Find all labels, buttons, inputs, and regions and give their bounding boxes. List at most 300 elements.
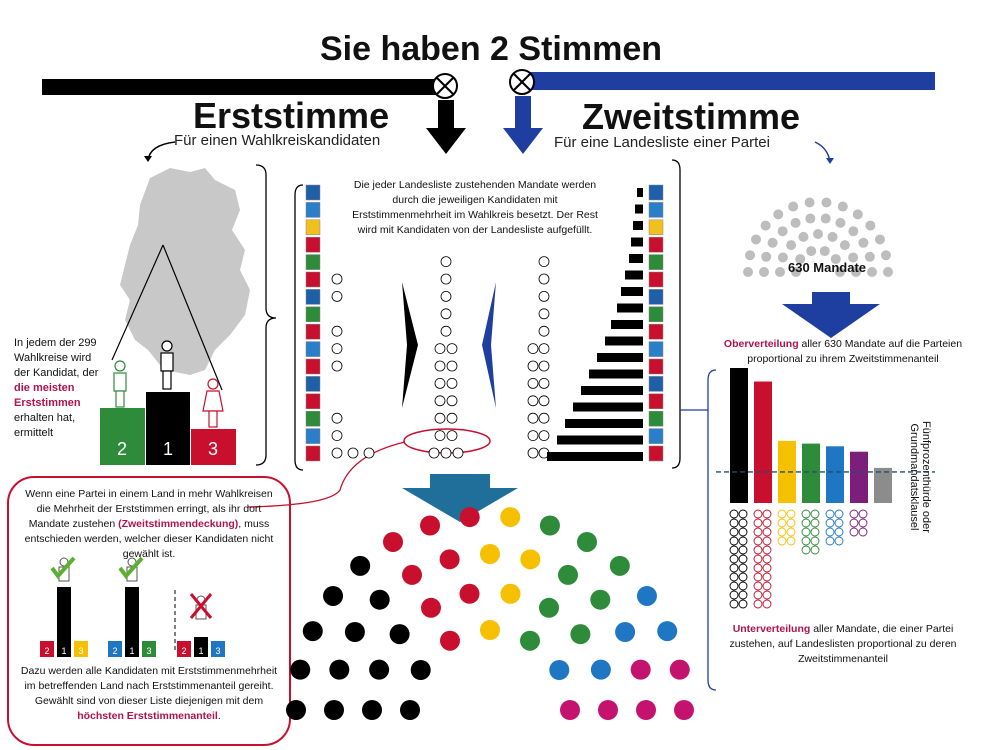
unter-circle-purple bbox=[850, 528, 858, 536]
state-flag-left-icon bbox=[306, 307, 320, 322]
threshold-label: Fünfprozenthürde oder Grundmandatsklausel bbox=[908, 421, 932, 533]
unter-circle-black bbox=[739, 600, 747, 608]
list-circle bbox=[539, 326, 549, 336]
zweitstimme-bar bbox=[637, 188, 643, 197]
unter-circle-black bbox=[730, 528, 738, 536]
list-circle bbox=[539, 291, 549, 301]
seat-grey bbox=[761, 252, 771, 262]
seat-grey bbox=[798, 232, 808, 242]
seat-green bbox=[590, 590, 610, 610]
unter-circle-black bbox=[730, 591, 738, 599]
list-circle bbox=[528, 344, 538, 354]
seat-green bbox=[610, 556, 630, 576]
seat-grey bbox=[828, 232, 838, 242]
state-flag-right-icon bbox=[649, 394, 663, 409]
seat-green bbox=[540, 515, 560, 535]
ober-bar-green bbox=[802, 444, 820, 503]
unter-circle-red bbox=[754, 582, 762, 590]
unter-circle-black bbox=[739, 573, 747, 581]
state-flag-right-icon bbox=[649, 202, 663, 217]
seat-grey bbox=[821, 198, 831, 208]
unter-circle-red bbox=[754, 591, 762, 599]
unter-circle-purple bbox=[859, 519, 867, 527]
ballot-cross-erst-icon bbox=[433, 74, 457, 98]
unter-circle-blue bbox=[835, 519, 843, 527]
mandate-circle bbox=[441, 326, 451, 336]
state-flag-right-icon bbox=[649, 272, 663, 287]
seat-grey bbox=[848, 226, 858, 236]
seat-yellow bbox=[500, 507, 520, 527]
list-circle bbox=[528, 361, 538, 371]
state-flag-right-icon bbox=[649, 376, 663, 391]
seat-blue bbox=[657, 621, 677, 641]
seat-green bbox=[520, 631, 540, 651]
state-flag-right-icon bbox=[649, 255, 663, 270]
mini-podium-label: 3 bbox=[146, 646, 152, 656]
state-flag-left-icon bbox=[306, 255, 320, 270]
state-flag-right-icon bbox=[649, 446, 663, 461]
mandate-circle bbox=[441, 448, 451, 458]
unter-circle-red bbox=[763, 600, 771, 608]
wahlkreis-circle bbox=[332, 431, 342, 441]
seat-grey bbox=[858, 238, 868, 248]
unter-circle-green bbox=[811, 528, 819, 536]
seat-blue bbox=[615, 622, 635, 642]
unter-circle-green bbox=[811, 519, 819, 527]
seat-grey bbox=[865, 221, 875, 231]
seat-blue bbox=[549, 660, 569, 680]
state-flag-right-icon bbox=[649, 359, 663, 374]
unter-circle-green bbox=[811, 537, 819, 545]
wahlkreis-circle bbox=[348, 448, 358, 458]
zweitstimme-bar bbox=[557, 436, 643, 445]
seat-black bbox=[411, 660, 431, 680]
state-flag-left-icon bbox=[306, 185, 320, 200]
seat-grey bbox=[881, 250, 891, 260]
list-circle bbox=[539, 274, 549, 284]
unter-circle-black bbox=[730, 573, 738, 581]
seat-grey bbox=[805, 214, 815, 224]
seat-black bbox=[303, 621, 323, 641]
zweitstimme-bar bbox=[589, 370, 643, 379]
unter-circle-black bbox=[739, 582, 747, 590]
podium-label-1: 1 bbox=[162, 439, 174, 459]
unter-circle-black bbox=[739, 546, 747, 554]
zweitstimme-bar bbox=[621, 287, 643, 296]
list-circle bbox=[539, 361, 549, 371]
unter-circle-yellow bbox=[787, 510, 795, 518]
ober-bar-purple bbox=[850, 452, 868, 503]
seat-black bbox=[324, 700, 344, 720]
seat-black bbox=[350, 556, 370, 576]
unter-circle-red bbox=[754, 546, 762, 554]
ober-bar-blue bbox=[826, 446, 844, 503]
erststimme-subheading: Für einen Wahlkreiskandidaten bbox=[174, 132, 381, 149]
seat-grey bbox=[867, 267, 877, 277]
state-flag-left-icon bbox=[306, 272, 320, 287]
seat-grey bbox=[759, 267, 769, 277]
state-flag-left-icon bbox=[306, 394, 320, 409]
arrow-right-black-icon bbox=[402, 282, 418, 408]
unter-circle-yellow bbox=[778, 537, 786, 545]
seat-black bbox=[370, 590, 390, 610]
mandate-circle bbox=[435, 396, 445, 406]
list-circle bbox=[539, 257, 549, 267]
unter-circle-yellow bbox=[778, 510, 786, 518]
seat-grey bbox=[778, 252, 788, 262]
mini-podium-label: 3 bbox=[78, 646, 84, 656]
state-flag-right-icon bbox=[649, 342, 663, 357]
state-flag-left-icon bbox=[306, 411, 320, 426]
seat-grey bbox=[820, 246, 830, 256]
ober-bar-red bbox=[754, 382, 772, 504]
brace-ober bbox=[708, 370, 716, 690]
state-flag-left-icon bbox=[306, 359, 320, 374]
unter-circle-black bbox=[739, 528, 747, 536]
unter-circle-green bbox=[811, 510, 819, 518]
unter-circle-black bbox=[739, 519, 747, 527]
page-title: Sie haben 2 Stimmen bbox=[320, 30, 662, 68]
deckung-explanation: Wenn eine Partei in einem Land in mehr Wahlkreisen die Mehrheit der Erststimmen erringt, als ihr dort Mandate zustehen (Zweitstimmendeckung), muss entschieden werden, welcher dieser Kandidaten nicht gewählt ist. bbox=[24, 488, 274, 560]
mandate-circle bbox=[435, 344, 445, 354]
seat-grey bbox=[775, 267, 785, 277]
seat-blue bbox=[637, 586, 657, 606]
seat-black bbox=[290, 660, 310, 680]
unter-circle-yellow bbox=[787, 537, 795, 545]
seat-black bbox=[345, 622, 365, 642]
unter-circle-yellow bbox=[787, 528, 795, 536]
seat-grey bbox=[883, 267, 893, 277]
seat-yellow bbox=[520, 549, 540, 569]
podium-label-2: 2 bbox=[116, 439, 128, 459]
unter-circle-red bbox=[763, 510, 771, 518]
seat-grey bbox=[773, 209, 783, 219]
seat-black bbox=[323, 586, 343, 606]
seat-grey bbox=[838, 202, 848, 212]
unter-circle-black bbox=[739, 555, 747, 563]
mandate-circle bbox=[447, 378, 457, 388]
mandate-circle bbox=[447, 413, 457, 423]
zweitstimme-heading: Zweitstimme bbox=[582, 96, 801, 137]
unter-circle-red bbox=[763, 546, 771, 554]
unter-circle-green bbox=[802, 510, 810, 518]
ober-bar-black bbox=[730, 368, 748, 503]
wahlkreis-circle bbox=[364, 448, 374, 458]
unter-circle-red bbox=[763, 555, 771, 563]
mandate-circle bbox=[435, 378, 445, 388]
state-flag-left-icon bbox=[306, 376, 320, 391]
seat-red bbox=[460, 584, 480, 604]
state-flag-left-icon bbox=[306, 429, 320, 444]
unter-circle-red bbox=[754, 537, 762, 545]
seat-grey bbox=[761, 221, 771, 231]
seat-grey bbox=[840, 240, 850, 250]
unter-circle-black bbox=[730, 546, 738, 554]
unter-circle-red bbox=[763, 564, 771, 572]
unter-circle-red bbox=[763, 591, 771, 599]
mini-podium-label: 1 bbox=[198, 646, 204, 656]
unter-circle-purple bbox=[859, 510, 867, 518]
seat-magenta bbox=[636, 700, 656, 720]
zweitstimme-bar bbox=[631, 238, 643, 247]
zweitstimme-bar bbox=[547, 452, 643, 461]
mandate-circle bbox=[441, 274, 451, 284]
mini-podium-label: 1 bbox=[61, 646, 67, 656]
wahlkreis-circle bbox=[332, 344, 342, 354]
mandate-circle bbox=[447, 431, 457, 441]
mini-podium-label: 2 bbox=[112, 646, 118, 656]
erst-explanation: In jedem der 299 Wahlkreise wird der Kandidat, der die meisten Erststimmen erhalten hat, ermittelt bbox=[14, 337, 99, 439]
unter-circle-purple bbox=[859, 528, 867, 536]
seat-magenta bbox=[631, 660, 651, 680]
seat-green bbox=[539, 598, 559, 618]
seat-black bbox=[400, 700, 420, 720]
state-flag-right-icon bbox=[649, 324, 663, 339]
seat-grey bbox=[853, 209, 863, 219]
mandate-circle bbox=[441, 257, 451, 267]
seat-magenta bbox=[674, 700, 694, 720]
zweitstimme-bar bbox=[605, 337, 643, 346]
ober-explanation: Oberverteilung aller 630 Mandate auf die Parteien proportional zu ihrem Zweitstimmenanteil bbox=[723, 338, 963, 365]
seat-grey bbox=[805, 198, 815, 208]
list-circle bbox=[539, 431, 549, 441]
seat-black bbox=[286, 700, 306, 720]
state-flag-right-icon bbox=[649, 289, 663, 304]
unter-circle-red bbox=[754, 528, 762, 536]
seat-red bbox=[420, 515, 440, 535]
unter-circle-purple bbox=[850, 519, 858, 527]
seat-black bbox=[362, 700, 382, 720]
list-circle bbox=[539, 309, 549, 319]
unter-circle-red bbox=[754, 600, 762, 608]
state-flag-left-icon bbox=[306, 324, 320, 339]
seat-grey bbox=[751, 234, 761, 244]
unter-circle-blue bbox=[835, 528, 843, 536]
unter-circle-yellow bbox=[778, 519, 786, 527]
seat-grey bbox=[835, 218, 845, 228]
list-circle bbox=[528, 396, 538, 406]
unter-circle-black bbox=[730, 600, 738, 608]
mandate-circle bbox=[429, 448, 439, 458]
list-circle bbox=[539, 378, 549, 388]
unter-circle-green bbox=[802, 537, 810, 545]
seat-grey bbox=[806, 246, 816, 256]
seat-yellow bbox=[480, 544, 500, 564]
list-circle bbox=[528, 448, 538, 458]
mandate-circle bbox=[453, 448, 463, 458]
list-circle bbox=[528, 413, 538, 423]
mandate-circle bbox=[435, 361, 445, 371]
unter-circle-yellow bbox=[787, 519, 795, 527]
wahlkreis-circle bbox=[332, 274, 342, 284]
unter-circle-black bbox=[730, 519, 738, 527]
mini-podium-label: 1 bbox=[129, 646, 135, 656]
unter-explanation: Unterverteilung aller Mandate, die einer Partei zustehen, auf Landeslisten proportional zu deren Zweitstimmenanteil bbox=[729, 623, 957, 665]
unter-circle-black bbox=[730, 510, 738, 518]
state-flag-right-icon bbox=[649, 185, 663, 200]
arrow-down-zweit-icon bbox=[503, 96, 543, 154]
seat-green bbox=[577, 532, 597, 552]
seat-red bbox=[383, 532, 403, 552]
mandate-circle bbox=[447, 361, 457, 371]
seat-grey bbox=[788, 202, 798, 212]
seat-red bbox=[460, 507, 480, 527]
wahlkreis-circle bbox=[332, 361, 342, 371]
candidate-figure-1-icon bbox=[161, 341, 173, 389]
mandate-circle bbox=[447, 396, 457, 406]
zweitstimme-bar bbox=[629, 254, 643, 263]
unter-circle-black bbox=[730, 564, 738, 572]
seat-grey bbox=[778, 226, 788, 236]
zweitstimme-bar bbox=[625, 271, 643, 280]
unter-circle-black bbox=[730, 537, 738, 545]
seat-magenta bbox=[560, 700, 580, 720]
state-flag-right-icon bbox=[649, 429, 663, 444]
list-circle bbox=[539, 413, 549, 423]
mandate-circle bbox=[435, 413, 445, 423]
zweitstimme-bar bbox=[565, 419, 643, 428]
center-explanation: Die jeder Landesliste zustehenden Mandate werden durch die jeweiligen Kandidaten mit Erststimmenmehrheit im Wahlkreis besetzt. Der Rest wird mit Kandidaten von der Landesliste aufgefüllt. bbox=[352, 179, 598, 236]
seat-magenta bbox=[670, 660, 690, 680]
unter-circle-yellow bbox=[778, 528, 786, 536]
unter-circle-black bbox=[730, 582, 738, 590]
unter-circle-blue bbox=[826, 519, 834, 527]
unter-circle-blue bbox=[826, 528, 834, 536]
unter-circle-green bbox=[802, 528, 810, 536]
arrow-left-blue-icon bbox=[482, 282, 496, 408]
unter-circle-red bbox=[754, 573, 762, 581]
zweitstimme-bar bbox=[581, 386, 643, 395]
arrow-down-navy-icon bbox=[782, 292, 880, 338]
unter-circle-blue bbox=[835, 537, 843, 545]
brace-left bbox=[256, 165, 276, 465]
candidate-figure-2-icon bbox=[114, 361, 126, 407]
list-circle bbox=[528, 431, 538, 441]
seat-red bbox=[402, 565, 422, 585]
unter-circle-red bbox=[754, 555, 762, 563]
unter-circle-red bbox=[763, 528, 771, 536]
seat-grey bbox=[813, 229, 823, 239]
germany-map-icon bbox=[120, 168, 250, 375]
unter-circle-green bbox=[811, 546, 819, 554]
arrow-down-erst-icon bbox=[426, 100, 466, 154]
wahlkreis-circle bbox=[332, 448, 342, 458]
brace-state-left bbox=[295, 185, 303, 470]
wahlkreis-circle bbox=[332, 326, 342, 336]
seat-grey bbox=[875, 234, 885, 244]
seat-grey bbox=[745, 250, 755, 260]
unter-circle-red bbox=[754, 564, 762, 572]
mandate-circle bbox=[441, 309, 451, 319]
unter-circle-red bbox=[763, 519, 771, 527]
seat-black bbox=[369, 660, 389, 680]
unter-circle-black bbox=[730, 555, 738, 563]
state-flag-right-icon bbox=[649, 237, 663, 252]
seat-black bbox=[390, 624, 410, 644]
seat-blue bbox=[591, 660, 611, 680]
mandate-circle bbox=[441, 291, 451, 301]
state-flag-right-icon bbox=[649, 307, 663, 322]
unter-circle-black bbox=[739, 591, 747, 599]
unter-circle-red bbox=[754, 510, 762, 518]
mini-podium-label: 3 bbox=[215, 646, 221, 656]
zweitstimme-bar bbox=[573, 403, 643, 412]
mandate-circle bbox=[447, 344, 457, 354]
state-flag-left-icon bbox=[306, 289, 320, 304]
unter-circle-red bbox=[754, 519, 762, 527]
ballot-cross-zweit-icon bbox=[510, 70, 534, 94]
mandate-label: 630 Mandate bbox=[788, 260, 867, 275]
seat-red bbox=[440, 549, 460, 569]
state-flag-left-icon bbox=[306, 237, 320, 252]
wahlkreis-circle bbox=[332, 413, 342, 423]
seat-yellow bbox=[480, 620, 500, 640]
seat-grey bbox=[791, 218, 801, 228]
mini-podium-label: 2 bbox=[44, 646, 50, 656]
seat-red bbox=[421, 598, 441, 618]
unter-circle-red bbox=[763, 582, 771, 590]
erststimme-heading: Erststimme bbox=[193, 95, 390, 136]
seat-grey bbox=[786, 240, 796, 250]
unter-circle-black bbox=[739, 510, 747, 518]
zweitstimme-bar bbox=[633, 221, 643, 230]
unter-circle-green bbox=[802, 519, 810, 527]
list-circle bbox=[539, 396, 549, 406]
zweitstimme-bar bbox=[611, 320, 643, 329]
unter-circle-black bbox=[739, 564, 747, 572]
seat-green bbox=[558, 565, 578, 585]
seat-grey bbox=[865, 252, 875, 262]
state-flag-left-icon bbox=[306, 202, 320, 217]
seat-black bbox=[329, 660, 349, 680]
podium-label-3: 3 bbox=[207, 439, 219, 459]
state-flag-left-icon bbox=[306, 220, 320, 235]
unter-circle-black bbox=[739, 537, 747, 545]
seat-grey bbox=[743, 267, 753, 277]
unter-circle-red bbox=[763, 573, 771, 581]
brace-state-right bbox=[672, 160, 680, 468]
wahlkreis-circle bbox=[332, 291, 342, 301]
state-flag-left-icon bbox=[306, 342, 320, 357]
seat-green bbox=[570, 624, 590, 644]
ober-bar-grey bbox=[874, 468, 892, 503]
list-circle bbox=[539, 344, 549, 354]
zweitstimme-bar bbox=[597, 353, 643, 362]
unter-circle-purple bbox=[850, 510, 858, 518]
state-flag-left-icon bbox=[306, 446, 320, 461]
unter-circle-red bbox=[763, 537, 771, 545]
unter-circle-blue bbox=[826, 510, 834, 518]
zweitstimme-subheading: Für eine Landesliste einer Partei bbox=[554, 134, 770, 151]
seat-yellow bbox=[500, 584, 520, 604]
seat-red bbox=[440, 631, 460, 651]
zweitstimme-bar bbox=[617, 304, 643, 313]
deckung-bottom-explanation: Dazu werden alle Kandidaten mit Erststimmenmehrheit im betreffenden Land nach Erststimmenanteil gereiht. Gewählt sind von dieser Liste diejenigen mit dem höchsten Erststimmenanteil. bbox=[20, 665, 278, 722]
state-flag-right-icon bbox=[649, 411, 663, 426]
seat-grey bbox=[821, 214, 831, 224]
zweitstimme-bar bbox=[635, 205, 643, 214]
unter-circle-blue bbox=[835, 510, 843, 518]
curved-arrow-left-icon bbox=[148, 142, 175, 160]
unter-circle-green bbox=[802, 546, 810, 554]
seat-magenta bbox=[598, 700, 618, 720]
unter-circle-blue bbox=[826, 537, 834, 545]
state-flag-right-icon bbox=[649, 220, 663, 235]
mandate-circle bbox=[435, 431, 445, 441]
seat-grey bbox=[768, 238, 778, 248]
mini-podium-label: 2 bbox=[181, 646, 187, 656]
list-circle bbox=[528, 378, 538, 388]
